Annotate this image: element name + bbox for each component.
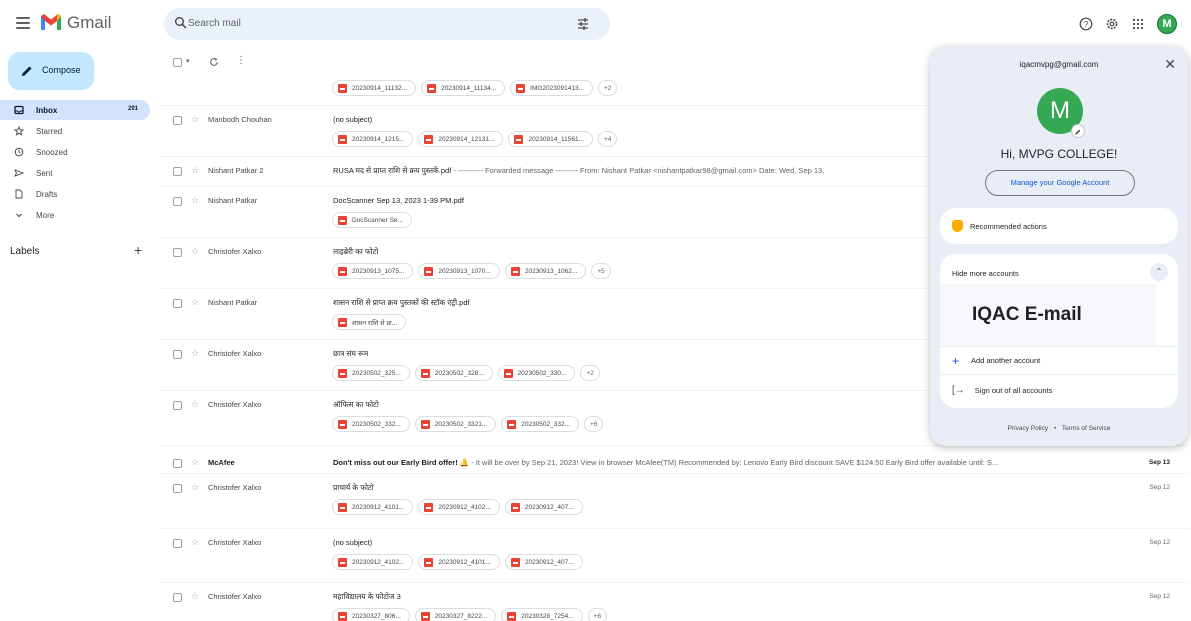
star-icon[interactable]: ☆ <box>191 591 200 601</box>
account-panel <box>930 46 1188 446</box>
attachment-chip[interactable] <box>505 263 586 279</box>
email-snippet: - ---------- Forwarded message --------- From: Nishant Patkar <nishantpatkar98@gmail.com> Date: Wed, Sep 13, <box>451 166 825 175</box>
star-icon <box>14 126 24 136</box>
manage-account-button[interactable]: Manage your Google Account <box>985 170 1135 196</box>
attachment-file-icon <box>421 369 430 378</box>
star-icon[interactable]: ☆ <box>191 195 200 205</box>
row-checkbox[interactable] <box>173 299 182 308</box>
attachment-chip[interactable] <box>332 365 410 381</box>
plus-icon: + <box>952 354 960 368</box>
draft-icon <box>14 189 24 199</box>
recommended-actions-label: Recommended actions <box>970 222 1047 231</box>
sign-out-label: Sign out of all accounts <box>974 386 1053 395</box>
select-all-checkbox[interactable] <box>173 58 182 67</box>
attachment-chip[interactable] <box>501 608 582 621</box>
email-date: Sep 13 <box>1149 459 1170 466</box>
attachment-name: 20230914_11561... <box>528 135 584 143</box>
attachment-name: IMG2023091413... <box>530 84 585 92</box>
attachment-file-icon <box>338 503 347 512</box>
chevron-up-icon[interactable]: ⌃ <box>1150 263 1168 281</box>
attachment-chip[interactable] <box>332 80 416 96</box>
email-row[interactable] <box>160 475 1190 529</box>
sidebar-item-inbox[interactable] <box>0 100 150 120</box>
email-sender: Manbodh Chouhan <box>208 115 272 124</box>
attachment-name: 20230912_4101... <box>352 503 405 511</box>
search-bar[interactable] <box>164 8 610 40</box>
attachment-name: शासन राशि से प्रा... <box>352 319 398 327</box>
attachment-name: 20230912_4102... <box>352 558 405 566</box>
email-subject: प्राचार्य के फोटो <box>333 483 374 492</box>
inbox-icon <box>14 105 24 115</box>
row-checkbox[interactable] <box>173 350 182 359</box>
email-subject-line <box>333 458 998 467</box>
attachment-file-icon <box>338 318 347 327</box>
attachment-chips <box>332 263 611 279</box>
overlay-caption: IQAC E-mail <box>972 304 1082 325</box>
attachment-name: 20230327_8222... <box>434 612 488 620</box>
attachment-chips <box>332 212 412 228</box>
attachment-chips <box>332 80 617 96</box>
account-avatar[interactable]: M <box>1157 14 1177 34</box>
sidebar-item-label: Drafts <box>36 189 58 199</box>
email-subject-line <box>333 196 464 205</box>
attachment-file-icon <box>338 420 347 429</box>
attachment-chip[interactable] <box>418 131 503 147</box>
sidebar-item-drafts[interactable] <box>0 184 150 204</box>
attachment-name: 20230914_12131... <box>438 135 495 143</box>
attachment-chip[interactable] <box>415 365 493 381</box>
row-checkbox[interactable] <box>173 197 182 206</box>
sidebar-item-more[interactable] <box>0 205 150 225</box>
attachment-file-icon <box>516 84 525 93</box>
email-row[interactable] <box>160 450 1190 474</box>
email-date: Sep 12 <box>1149 484 1170 491</box>
row-checkbox[interactable] <box>173 539 182 548</box>
more-attachments-chip[interactable]: +2 <box>580 365 599 381</box>
email-date: Sep 12 <box>1149 539 1170 546</box>
attachment-file-icon <box>338 84 347 93</box>
attachment-name: 20230912_407... <box>524 558 574 566</box>
attachment-file-icon <box>338 267 347 276</box>
attachment-name: 20230913_1062... <box>524 267 578 275</box>
settings-icon[interactable] <box>1105 17 1119 31</box>
email-sender: Christofer Xalxo <box>208 247 262 256</box>
edit-photo-icon[interactable] <box>1071 124 1085 138</box>
row-checkbox[interactable] <box>173 459 182 468</box>
email-row[interactable] <box>160 530 1190 583</box>
attachment-chip[interactable] <box>332 608 410 621</box>
attachment-name: 20230502_328... <box>434 369 484 377</box>
attachment-chip[interactable] <box>415 608 496 621</box>
star-icon[interactable]: ☆ <box>191 348 200 358</box>
star-icon[interactable]: ☆ <box>191 537 200 547</box>
attachment-chip[interactable] <box>332 131 413 147</box>
attachment-name: 20230327_806... <box>352 612 401 620</box>
add-label-button[interactable]: + <box>134 242 143 258</box>
sidebar-item-sent[interactable] <box>0 163 150 183</box>
help-icon[interactable] <box>1079 17 1093 31</box>
sidebar-nav <box>0 100 150 226</box>
attachment-file-icon <box>338 135 347 144</box>
add-account-button[interactable] <box>952 354 1040 368</box>
attachment-file-icon <box>338 216 347 225</box>
chevron-down-icon <box>14 210 24 220</box>
app-name: Gmail <box>67 13 112 32</box>
row-checkbox[interactable] <box>173 484 182 493</box>
pencil-icon <box>20 64 34 78</box>
attachment-name: 20230914_11132... <box>352 84 408 92</box>
attachment-chip[interactable] <box>418 499 499 515</box>
hide-accounts-label[interactable]: Hide more accounts <box>952 269 1019 278</box>
attachment-name: DocScanner Se... <box>352 216 403 224</box>
svg-text:?: ? <box>1083 20 1089 29</box>
email-subject: शासन राशि से प्राप्त क्रय पुस्तकों की स्टॉक एंट्री.pdf <box>333 298 470 307</box>
send-icon <box>14 168 24 178</box>
more-attachments-chip[interactable]: +2 <box>598 80 617 96</box>
more-attachments-chip[interactable]: +4 <box>598 131 617 147</box>
attachment-chip[interactable] <box>332 263 413 279</box>
row-checkbox[interactable] <box>173 593 182 602</box>
email-subject-line <box>333 400 379 410</box>
attachment-name: 20230502_3321... <box>434 420 488 428</box>
attachment-chip[interactable] <box>332 314 406 330</box>
attachment-name: 20230914_1215... <box>352 135 405 143</box>
overlay-caption-box <box>940 284 1156 346</box>
attachment-name: 20230914_11134... <box>441 84 497 92</box>
star-icon[interactable]: ☆ <box>191 482 200 492</box>
email-sender: Christofer Xalxo <box>208 538 262 547</box>
email-subject: छात्र संघ रूम <box>333 349 369 358</box>
email-subject: लाइब्रेरी का फोटो <box>333 247 379 256</box>
email-subject-line <box>333 298 470 308</box>
attachment-file-icon <box>511 558 520 567</box>
top-bar <box>0 0 1191 50</box>
attachment-chip[interactable] <box>332 212 412 228</box>
attachment-file-icon <box>338 612 347 621</box>
email-sender: Nishant Patkar 2 <box>208 166 264 175</box>
terms-link[interactable]: Terms of Service <box>1061 425 1111 432</box>
profile-avatar[interactable]: M <box>1037 88 1083 134</box>
attachment-file-icon <box>507 420 516 429</box>
email-subject-line <box>333 592 401 602</box>
compose-button[interactable] <box>8 52 94 90</box>
unread-count: 291 <box>127 106 138 112</box>
attachment-file-icon <box>338 558 347 567</box>
attachment-chip[interactable] <box>505 499 583 515</box>
email-subject: महाविद्यालय के फोटोज 3 <box>333 592 401 601</box>
attachment-chip[interactable] <box>418 554 499 570</box>
attachment-file-icon <box>424 135 433 144</box>
sidebar-item-label: Sent <box>36 168 53 178</box>
footer-dot: • <box>1053 425 1057 432</box>
more-attachments-chip[interactable]: +5 <box>591 263 610 279</box>
gmail-logo-icon[interactable] <box>40 13 62 31</box>
sidebar-item-label: Inbox <box>36 105 58 115</box>
compose-label: Compose <box>42 65 81 75</box>
attachment-file-icon <box>507 612 516 621</box>
attachment-chip[interactable] <box>332 416 410 432</box>
email-date: Sep 12 <box>1149 593 1170 600</box>
email-sender: Nishant Patkar <box>208 298 258 307</box>
clock-icon <box>14 147 24 157</box>
attachment-name: 20230502_330... <box>517 369 567 377</box>
main-menu-icon[interactable] <box>16 17 30 29</box>
attachment-file-icon <box>421 612 430 621</box>
close-icon[interactable]: ✕ <box>1164 56 1176 72</box>
star-icon[interactable]: ☆ <box>191 165 200 175</box>
attachment-file-icon <box>424 558 433 567</box>
attachment-file-icon <box>514 135 523 144</box>
email-sender: Nishant Patkar <box>208 196 258 205</box>
divider <box>940 346 1178 347</box>
sidebar-item-label: Snoozed <box>36 147 68 157</box>
email-subject: (no subject) <box>333 538 373 547</box>
attachment-chips <box>332 416 603 432</box>
add-account-label: Add another account <box>971 356 1041 365</box>
more-attachments-chip[interactable]: +6 <box>584 416 603 432</box>
star-icon[interactable]: ☆ <box>191 399 200 409</box>
star-icon[interactable]: ☆ <box>191 457 200 467</box>
attachment-chips <box>332 499 583 515</box>
row-checkbox[interactable] <box>173 401 182 410</box>
star-icon[interactable]: ☆ <box>191 114 200 124</box>
email-sender: Christofer Xalxo <box>208 483 262 492</box>
attachment-chips <box>332 608 607 621</box>
email-subject-line <box>333 247 378 257</box>
attachment-chip[interactable] <box>415 416 496 432</box>
attachment-name: 20230502_332... <box>352 420 401 428</box>
email-subject: RUSA मद से प्राप्त राशि से क्रय पुस्तकें.pdf <box>333 166 452 175</box>
top-right-actions <box>1079 12 1177 36</box>
search-input[interactable]: Search mail <box>188 18 241 29</box>
attachment-name: 20230912_407... <box>524 503 574 511</box>
greeting: Hi, MVPG COLLEGE! <box>1000 147 1118 161</box>
row-checkbox[interactable] <box>173 116 182 125</box>
attachment-chip[interactable] <box>332 554 413 570</box>
email-sender: Christofer Xalxo <box>208 592 262 601</box>
attachment-name: 20230328_7254... <box>521 612 574 620</box>
sidebar-item-snoozed[interactable] <box>0 142 150 162</box>
attachment-file-icon <box>421 420 430 429</box>
email-snippet: - It will be over by Sep 21, 2023! View in browser McAfee(TM) Recommended by: Lenovo Early Bird discount SAVE $124.50 Early Bird offer available until: S... <box>469 458 999 467</box>
attachment-name: 20230913_1075... <box>352 267 405 275</box>
email-sender: Christofer Xalxo <box>208 349 262 358</box>
email-subject-line <box>333 483 374 493</box>
more-attachments-chip[interactable]: +6 <box>588 608 607 621</box>
labels-heading: Labels <box>10 246 40 257</box>
divider <box>940 374 1178 375</box>
attachment-file-icon <box>424 503 433 512</box>
attachment-chip[interactable] <box>418 263 499 279</box>
panel-footer <box>930 425 1188 432</box>
email-subject-line <box>333 538 372 547</box>
more-options-icon[interactable]: ⋮ <box>236 55 246 66</box>
email-subject: Don't miss out our Early Bird offer! 🔔 <box>333 458 470 467</box>
attachment-file-icon <box>511 267 520 276</box>
star-icon[interactable]: ☆ <box>191 246 200 256</box>
star-icon[interactable]: ☆ <box>191 297 200 307</box>
sidebar-item-label: Starred <box>36 126 63 136</box>
attachment-chips <box>332 131 617 147</box>
attachment-file-icon <box>338 369 347 378</box>
attachment-file-icon <box>424 267 433 276</box>
email-sender: Christofer Xalxo <box>208 400 262 409</box>
email-subject: ऑफिस का फोटो <box>333 400 379 409</box>
recommended-actions[interactable] <box>940 208 1178 244</box>
attachment-file-icon <box>427 84 436 93</box>
email-subject-line <box>333 166 824 176</box>
shield-alert-icon <box>952 220 963 232</box>
attachment-name: 20230502_325... <box>352 369 401 377</box>
attachment-chip[interactable] <box>498 365 576 381</box>
search-options-icon[interactable] <box>576 17 590 31</box>
attachment-chip[interactable] <box>421 80 505 96</box>
email-subject-line <box>333 349 368 359</box>
attachment-name: 20230912_4102... <box>438 503 491 511</box>
select-dropdown-icon[interactable]: ▾ <box>186 58 190 65</box>
attachment-name: 20230912_4101... <box>438 558 491 566</box>
attachment-name: 20230502_332... <box>521 420 571 428</box>
refresh-icon[interactable] <box>209 57 219 67</box>
attachment-name: 20230913_1070... <box>438 267 491 275</box>
email-subject: (no subject) <box>333 115 373 124</box>
row-checkbox[interactable] <box>173 167 182 176</box>
email-subject-line <box>333 115 372 124</box>
search-icon[interactable] <box>174 16 188 30</box>
sidebar-item-starred[interactable] <box>0 121 150 141</box>
attachment-file-icon <box>504 369 513 378</box>
sidebar-item-label: More <box>36 210 55 220</box>
attachment-chips <box>332 365 600 381</box>
attachment-chip[interactable] <box>501 416 579 432</box>
email-row[interactable] <box>160 584 1190 621</box>
row-checkbox[interactable] <box>173 248 182 257</box>
account-email: iqacmvpg@gmail.com <box>1019 60 1099 69</box>
sign-out-button[interactable] <box>952 385 1052 396</box>
sign-out-icon: [→ <box>952 385 965 396</box>
privacy-policy-link[interactable]: Privacy Policy <box>1007 425 1049 432</box>
attachment-chip[interactable] <box>510 80 593 96</box>
attachment-chip[interactable] <box>332 499 413 515</box>
email-sender: McAfee <box>208 458 235 467</box>
attachment-chip[interactable] <box>505 554 583 570</box>
apps-grid-icon[interactable] <box>1131 17 1145 31</box>
email-subject: DocScanner Sep 13, 2023 1-39 PM.pdf <box>333 196 464 205</box>
attachment-chips <box>332 554 583 570</box>
attachment-chips <box>332 314 406 330</box>
attachment-chip[interactable] <box>508 131 593 147</box>
attachment-file-icon <box>511 503 520 512</box>
accounts-section <box>940 254 1178 408</box>
